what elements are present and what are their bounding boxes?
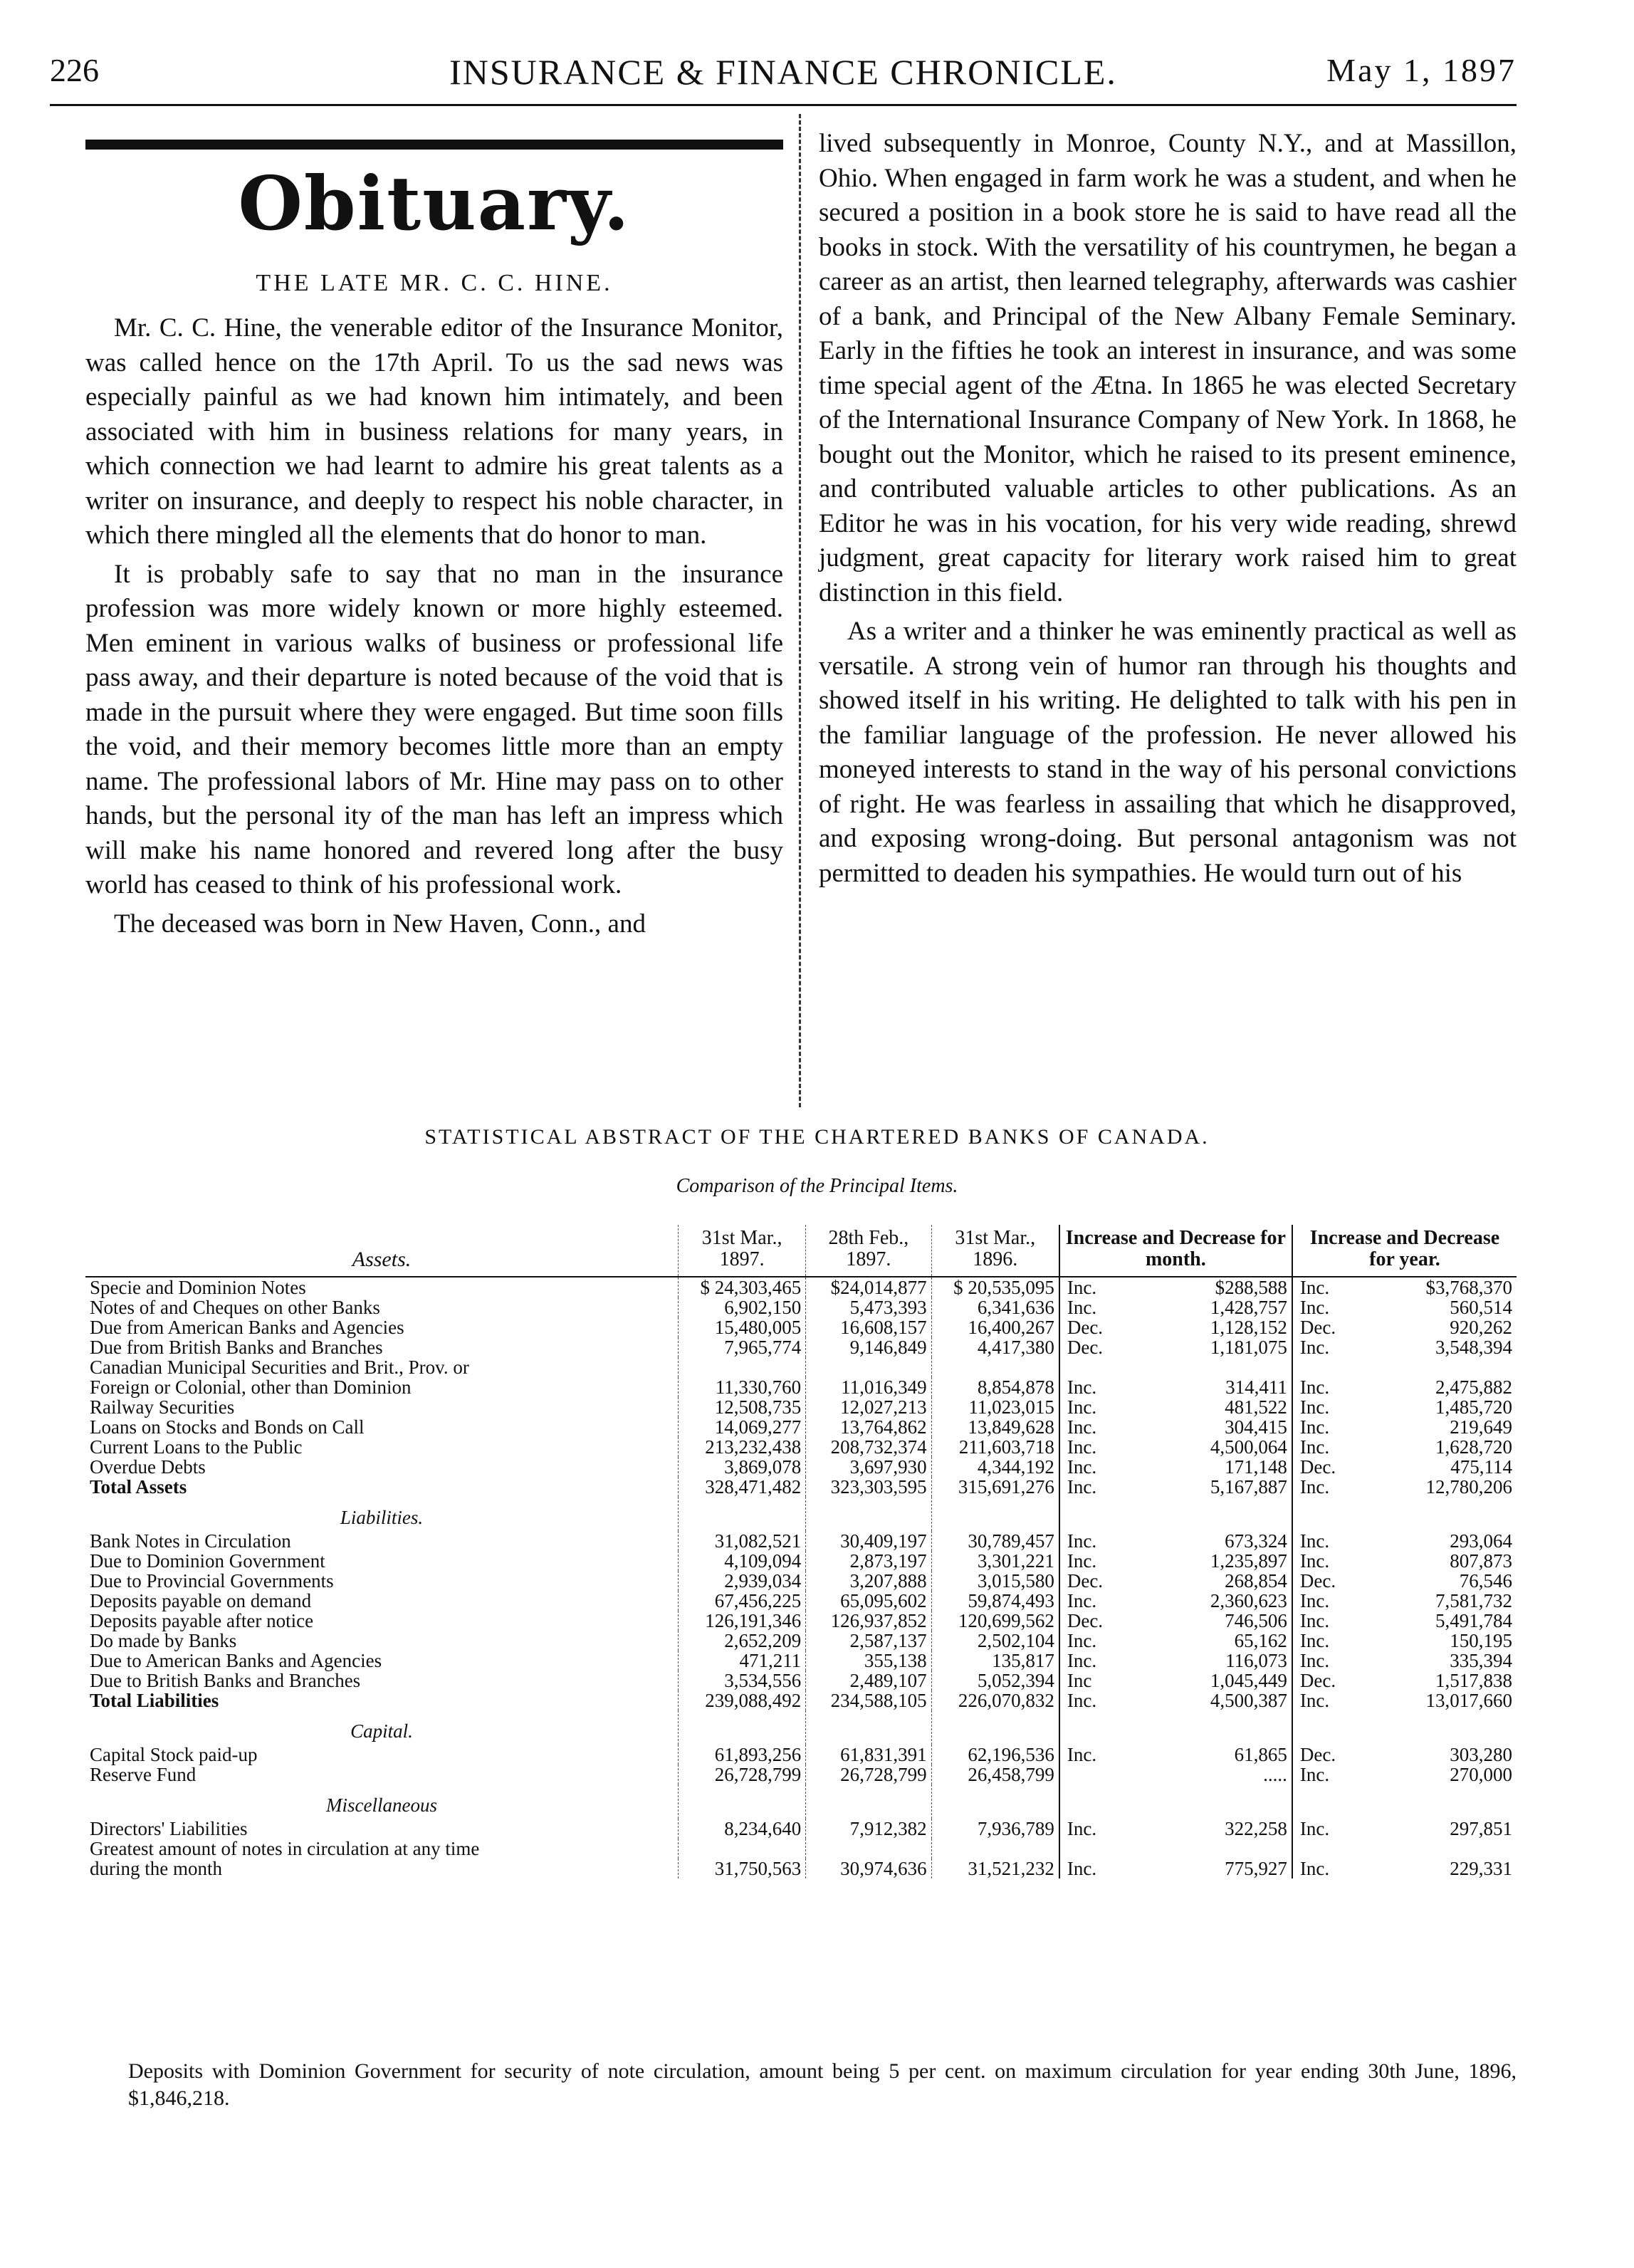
value-mar-1897: 61,893,256 — [679, 1745, 806, 1765]
value-feb-1897: 2,489,107 — [806, 1671, 931, 1690]
row-label: Bank Notes in Circulation — [90, 1530, 291, 1552]
empty-cell — [1114, 1784, 1292, 1819]
value-feb-1897: 2,873,197 — [806, 1551, 931, 1571]
value-feb-1897: 13,764,862 — [806, 1417, 931, 1437]
value-mar-1896: 135,817 — [931, 1651, 1059, 1671]
row-label: Railway Securities — [90, 1396, 235, 1418]
table-row — [85, 1571, 1517, 1591]
empty-cell — [1347, 1784, 1517, 1819]
obituary-paragraph: Mr. C. C. Hine, the venerable editor of the Insurance Monitor, was called hence on the 17th April. To us the sad news was especially painful as we had known him intimately, and been associated with him in business relations for many years, in which connection we had learnt to admire his great talents as a writer on insurance, and deeply to respect his noble character, in which there mingled all the elements that do honor to man. — [85, 313, 783, 550]
month-change: 314,411 — [1225, 1376, 1287, 1398]
value-mar-1896: 4,417,380 — [931, 1337, 1059, 1357]
row-label: Directors' Liabilities — [90, 1818, 248, 1839]
table-total-row — [85, 1477, 1517, 1497]
value-mar-1896: 120,699,562 — [931, 1611, 1059, 1631]
month-change: 481,522 — [1225, 1396, 1287, 1418]
value-feb-1897: 26,728,799 — [806, 1765, 931, 1784]
month-change: 171,148 — [1225, 1456, 1287, 1478]
value-mar-1896: 6,341,636 — [931, 1297, 1059, 1317]
month-direction: Inc — [1059, 1671, 1114, 1690]
value-feb-1897: 9,146,849 — [806, 1337, 931, 1357]
empty-cell — [1059, 1710, 1114, 1745]
column-header-mar-1897: 31st Mar., 1897. — [679, 1225, 806, 1277]
value-feb-1897: 208,732,374 — [806, 1437, 931, 1457]
year-direction: Dec. — [1292, 1671, 1347, 1690]
value-mar-1897: 15,480,005 — [679, 1317, 806, 1337]
value-mar-1896: $ 20,535,095 — [931, 1277, 1059, 1297]
month-change: 268,854 — [1225, 1570, 1287, 1592]
row-label: Overdue Debts — [90, 1456, 206, 1478]
row-label: Current Loans to the Public — [90, 1436, 303, 1458]
obituary-paragraph: The deceased was born in New Haven, Conn., and — [114, 909, 646, 939]
value-feb-1897 — [806, 1357, 931, 1377]
value-mar-1897: 126,191,346 — [679, 1611, 806, 1631]
table-row — [85, 1357, 1517, 1377]
year-direction: Dec. — [1292, 1317, 1347, 1337]
page-number: 226 — [50, 52, 99, 88]
year-direction: Inc. — [1292, 1651, 1347, 1671]
value-mar-1897: 31,750,563 — [679, 1859, 806, 1878]
month-change: 746,506 — [1225, 1610, 1287, 1631]
value-mar-1896: 226,070,832 — [931, 1690, 1059, 1710]
page-header — [50, 51, 1517, 101]
table-row — [85, 1859, 1517, 1878]
obituary-paragraph: As a writer and a thinker he was eminently practical as well as versatile. A strong vein of humor ran through his thoughts and showed itself in his writing. He delighted to talk with his pen in the familiar language of the profession. He never allowed his moneyed interests to stand in the way of his personal convictions of right. He was fearless in assailing that which he disapproved, and exposing wrong-doing. But personal antagonism was not permitted to deaden his sympathies. He would turn out of his — [819, 617, 1517, 888]
year-change: 229,331 — [1450, 1858, 1512, 1879]
value-mar-1896: 31,521,232 — [931, 1859, 1059, 1878]
statistics-title: STATISTICAL ABSTRACT OF THE CHARTERED BANKS OF CANADA. — [424, 1125, 1210, 1149]
journal-title: INSURANCE & FINANCE CHRONICLE. — [449, 52, 1117, 92]
year-direction: Inc. — [1292, 1819, 1347, 1839]
year-direction: Inc. — [1292, 1337, 1347, 1357]
row-label: Deposits payable after notice — [90, 1610, 314, 1631]
month-change: 775,927 — [1225, 1858, 1287, 1879]
issue-date: May 1, 1897 — [1326, 52, 1517, 88]
month-direction: Dec. — [1059, 1611, 1114, 1631]
value-feb-1897: 11,016,349 — [806, 1377, 931, 1397]
month-direction: Inc. — [1059, 1819, 1114, 1839]
column-divider — [799, 114, 801, 1107]
value-mar-1896 — [931, 1839, 1059, 1859]
empty-cell — [806, 1497, 931, 1531]
row-label: Due to American Banks and Agencies — [90, 1650, 382, 1671]
value-mar-1897 — [679, 1839, 806, 1859]
month-change: 1,045,449 — [1210, 1670, 1287, 1691]
year-change: 5,491,784 — [1435, 1610, 1512, 1631]
obituary-paragraph: lived subsequently in Monroe, County N.Y., and at Massillon, Ohio. When engaged in farm work he was a student, and when he secured a position in a book store he is said to have read all the books in stock. With the versatility of his countrymen, he began a career as an artist, then learned telegraphy, afterwards was cashier of a bank, and Principal of the New Albany Female Seminary. Early in the fifties he took an interest in insurance, and was some time special agent of the Ætna. In 1865 he was elected Secretary of the International Insurance Company of New York. In 1868, he bought out the Monitor, which he raised to its present eminence, and contributed valuable articles to other publications. As an Editor he was in his vocation, for his very wide reading, shrewd judgment, great capacity for literary work raised him to great distinction in this field. — [819, 129, 1517, 607]
table-row — [85, 1765, 1517, 1784]
value-mar-1896: 26,458,799 — [931, 1765, 1059, 1784]
value-mar-1897: 4,109,094 — [679, 1551, 806, 1571]
table-row — [85, 1671, 1517, 1690]
year-change: 807,873 — [1450, 1550, 1512, 1572]
value-mar-1897: 2,939,034 — [679, 1571, 806, 1591]
value-feb-1897 — [806, 1839, 931, 1859]
section-heading-row — [85, 1784, 1517, 1819]
statistics-subtitle: Comparison of the Principal Items. — [676, 1175, 958, 1197]
month-direction: Inc. — [1059, 1551, 1114, 1571]
empty-cell — [1114, 1710, 1292, 1745]
row-label: Total Assets — [90, 1476, 187, 1498]
value-mar-1897 — [679, 1357, 806, 1377]
month-change: 673,324 — [1225, 1530, 1287, 1552]
header-rule — [50, 104, 1517, 106]
value-feb-1897: 355,138 — [806, 1651, 931, 1671]
statistics-footnote: Deposits with Dominion Government for security of note circulation, amount being 5 per cent. on maximum circulation for year ending 30th June, 1896, $1,846,218. — [128, 2059, 1517, 2110]
empty-cell — [1059, 1497, 1114, 1531]
value-mar-1897: 8,234,640 — [679, 1819, 806, 1839]
empty-cell — [806, 1784, 931, 1819]
table-row — [85, 1631, 1517, 1651]
month-direction: Inc. — [1059, 1277, 1114, 1297]
empty-cell — [1114, 1497, 1292, 1531]
month-change: 1,235,897 — [1210, 1550, 1287, 1572]
month-direction: Inc. — [1059, 1651, 1114, 1671]
month-change: 65,162 — [1234, 1630, 1287, 1651]
year-change: 297,851 — [1450, 1818, 1512, 1839]
value-feb-1897: 7,912,382 — [806, 1819, 931, 1839]
table-row — [85, 1297, 1517, 1317]
table-row — [85, 1417, 1517, 1437]
table-row — [85, 1745, 1517, 1765]
month-direction — [1059, 1839, 1114, 1859]
section-heading-row — [85, 1710, 1517, 1745]
year-direction: Dec. — [1292, 1745, 1347, 1765]
section-heading: Capital. — [350, 1720, 413, 1742]
row-label: Total Liabilities — [90, 1690, 219, 1711]
year-change: 76,546 — [1459, 1570, 1512, 1592]
section-heading: Miscellaneous — [326, 1794, 437, 1816]
table-row — [85, 1317, 1517, 1337]
year-direction: Inc. — [1292, 1417, 1347, 1437]
year-change: 219,649 — [1450, 1416, 1512, 1438]
obituary-paragraph: It is probably safe to say that no man in the insurance profession was more widely known or more highly esteemed. Men eminent in various walks of business or professional life pass away, and their departure is noted because of the void that is made in the pursuit where they were engaged. But time soon fills the void, and their memory becomes little more than an empty name. The professional labors of Mr. Hine may pass on to other hands, but the personal ity of the man has left an impress which will make his name honored and revered long after the busy world has ceased to think of his professional work. — [85, 559, 783, 899]
obituary-bar — [85, 140, 783, 150]
value-mar-1896: 211,603,718 — [931, 1437, 1059, 1457]
value-mar-1896: 62,196,536 — [931, 1745, 1059, 1765]
value-mar-1897: 328,471,482 — [679, 1477, 806, 1497]
month-direction: Inc. — [1059, 1297, 1114, 1317]
table-row — [85, 1437, 1517, 1457]
value-mar-1897: 239,088,492 — [679, 1690, 806, 1710]
year-direction: Inc. — [1292, 1531, 1347, 1551]
year-direction: Inc. — [1292, 1277, 1347, 1297]
year-direction: Inc. — [1292, 1397, 1347, 1417]
month-change: 4,500,064 — [1210, 1436, 1287, 1458]
year-change — [1347, 1839, 1517, 1859]
month-direction: Dec. — [1059, 1571, 1114, 1591]
row-label: Greatest amount of notes in circulation at any time — [90, 1838, 480, 1859]
year-direction: Inc. — [1292, 1297, 1347, 1317]
month-change: 2,360,623 — [1210, 1590, 1287, 1611]
value-mar-1896: 59,874,493 — [931, 1591, 1059, 1611]
year-change: 303,280 — [1450, 1744, 1512, 1765]
section-heading: Liabilities. — [340, 1507, 424, 1528]
year-change: 293,064 — [1450, 1530, 1512, 1552]
value-mar-1896: 16,400,267 — [931, 1317, 1059, 1337]
empty-cell — [679, 1710, 806, 1745]
value-feb-1897: 3,207,888 — [806, 1571, 931, 1591]
value-feb-1897: 12,027,213 — [806, 1397, 931, 1417]
year-change: $3,768,370 — [1425, 1277, 1512, 1298]
row-label: Reserve Fund — [90, 1764, 197, 1785]
empty-cell — [1292, 1710, 1347, 1745]
row-label: Due from British Banks and Branches — [90, 1337, 383, 1358]
month-direction: Inc. — [1059, 1437, 1114, 1457]
month-change — [1114, 1839, 1292, 1859]
year-change: 1,628,720 — [1435, 1436, 1512, 1458]
year-change: 475,114 — [1450, 1456, 1512, 1478]
row-label: Due from American Banks and Agencies — [90, 1317, 404, 1338]
year-direction: Inc. — [1292, 1690, 1347, 1710]
bank-statistics-table — [85, 1225, 1517, 1878]
table-row — [85, 1397, 1517, 1417]
year-change — [1347, 1357, 1517, 1377]
value-mar-1897: 3,534,556 — [679, 1671, 806, 1690]
table-row — [85, 1611, 1517, 1631]
value-mar-1897: 2,652,209 — [679, 1631, 806, 1651]
value-mar-1896: 11,023,015 — [931, 1397, 1059, 1417]
value-mar-1897: 11,330,760 — [679, 1377, 806, 1397]
year-change: 1,517,838 — [1435, 1670, 1512, 1691]
month-direction: Dec. — [1059, 1337, 1114, 1357]
column-header-item: Assets. — [85, 1225, 679, 1277]
month-change: 5,167,887 — [1210, 1476, 1287, 1498]
obituary-heading: Obituary. — [238, 160, 631, 247]
value-mar-1896: 2,502,104 — [931, 1631, 1059, 1651]
row-label: Notes of and Cheques on other Banks — [90, 1297, 380, 1318]
year-direction: Dec. — [1292, 1457, 1347, 1477]
empty-cell — [679, 1784, 806, 1819]
table-row — [85, 1591, 1517, 1611]
month-change: 4,500,387 — [1210, 1690, 1287, 1711]
year-direction: Dec. — [1292, 1571, 1347, 1591]
value-mar-1896: 5,052,394 — [931, 1671, 1059, 1690]
year-change: 150,195 — [1450, 1630, 1512, 1651]
section-heading-row — [85, 1497, 1517, 1531]
value-mar-1897: 31,082,521 — [679, 1531, 806, 1551]
empty-cell — [806, 1710, 931, 1745]
empty-cell — [931, 1784, 1059, 1819]
row-label: Deposits payable on demand — [90, 1590, 312, 1611]
table-row — [85, 1377, 1517, 1397]
value-mar-1896: 8,854,878 — [931, 1377, 1059, 1397]
month-direction: Inc. — [1059, 1477, 1114, 1497]
value-feb-1897: 16,608,157 — [806, 1317, 931, 1337]
value-feb-1897: 126,937,852 — [806, 1611, 931, 1631]
obituary-right-column — [819, 127, 1517, 891]
bank-statistics-table-wrap — [85, 1225, 1517, 1878]
obituary-left-column — [85, 140, 783, 941]
table-header-row — [85, 1225, 1517, 1277]
table-row — [85, 1457, 1517, 1477]
column-header-mar-1896: 31st Mar., 1896. — [931, 1225, 1059, 1277]
value-mar-1897: 3,869,078 — [679, 1457, 806, 1477]
value-mar-1896: 3,015,580 — [931, 1571, 1059, 1591]
month-change: 304,415 — [1225, 1416, 1287, 1438]
row-label: Due to Provincial Governments — [90, 1570, 334, 1592]
year-change: 7,581,732 — [1435, 1590, 1512, 1611]
year-change: 1,485,720 — [1435, 1396, 1512, 1418]
month-change: 61,865 — [1234, 1744, 1287, 1765]
value-feb-1897: 323,303,595 — [806, 1477, 931, 1497]
value-mar-1897: 26,728,799 — [679, 1765, 806, 1784]
empty-cell — [1059, 1784, 1114, 1819]
month-direction: Inc. — [1059, 1690, 1114, 1710]
month-direction: Inc. — [1059, 1531, 1114, 1551]
month-change: $288,588 — [1215, 1277, 1287, 1298]
month-change — [1114, 1357, 1292, 1377]
table-row — [85, 1651, 1517, 1671]
value-mar-1897: 12,508,735 — [679, 1397, 806, 1417]
month-change: 322,258 — [1225, 1818, 1287, 1839]
month-change: 1,428,757 — [1210, 1297, 1287, 1318]
year-direction: Inc. — [1292, 1631, 1347, 1651]
value-mar-1896: 3,301,221 — [931, 1551, 1059, 1571]
table-row — [85, 1819, 1517, 1839]
empty-cell — [679, 1497, 806, 1531]
year-direction: Inc. — [1292, 1591, 1347, 1611]
value-feb-1897: 5,473,393 — [806, 1297, 931, 1317]
month-direction: Inc. — [1059, 1457, 1114, 1477]
empty-cell — [1347, 1497, 1517, 1531]
value-mar-1896: 315,691,276 — [931, 1477, 1059, 1497]
empty-cell — [1347, 1710, 1517, 1745]
value-mar-1896: 4,344,192 — [931, 1457, 1059, 1477]
month-direction: Inc. — [1059, 1377, 1114, 1397]
year-direction: Inc. — [1292, 1377, 1347, 1397]
year-change: 560,514 — [1450, 1297, 1512, 1318]
year-direction: Inc. — [1292, 1551, 1347, 1571]
value-feb-1897: 30,409,197 — [806, 1531, 931, 1551]
value-feb-1897: 3,697,930 — [806, 1457, 931, 1477]
row-label: Do made by Banks — [90, 1630, 237, 1651]
obituary-subheading: THE LATE MR. C. C. HINE. — [256, 270, 613, 296]
value-mar-1896 — [931, 1357, 1059, 1377]
value-mar-1897: 471,211 — [679, 1651, 806, 1671]
month-direction — [1059, 1765, 1114, 1784]
empty-cell — [931, 1497, 1059, 1531]
empty-cell — [1292, 1497, 1347, 1531]
column-header-year-change: Increase and Decrease for year. — [1292, 1225, 1517, 1277]
row-label: Capital Stock paid-up — [90, 1744, 258, 1765]
month-direction — [1059, 1357, 1114, 1377]
year-direction: Inc. — [1292, 1437, 1347, 1457]
month-direction: Inc. — [1059, 1859, 1114, 1878]
month-change: 116,073 — [1225, 1650, 1287, 1671]
value-mar-1897: 6,902,150 — [679, 1297, 806, 1317]
month-direction: Inc. — [1059, 1745, 1114, 1765]
value-mar-1896: 7,936,789 — [931, 1819, 1059, 1839]
month-change: 1,128,152 — [1210, 1317, 1287, 1338]
row-label: Foreign or Colonial, other than Dominion — [90, 1376, 412, 1398]
month-change: 1,181,075 — [1210, 1337, 1287, 1358]
value-feb-1897: 2,587,137 — [806, 1631, 931, 1651]
year-direction: Inc. — [1292, 1859, 1347, 1878]
empty-cell — [931, 1710, 1059, 1745]
month-direction: Inc. — [1059, 1397, 1114, 1417]
row-label: Due to Dominion Government — [90, 1550, 325, 1572]
month-direction: Dec. — [1059, 1317, 1114, 1337]
year-direction: Inc. — [1292, 1477, 1347, 1497]
row-label: Specie and Dominion Notes — [90, 1277, 306, 1298]
value-feb-1897: $24,014,877 — [806, 1277, 931, 1297]
table-row — [85, 1531, 1517, 1551]
year-direction: Inc. — [1292, 1765, 1347, 1784]
year-change: 335,394 — [1450, 1650, 1512, 1671]
column-header-month-change: Increase and Decrease for month. — [1059, 1225, 1292, 1277]
year-direction: Inc. — [1292, 1611, 1347, 1631]
table-row — [85, 1277, 1517, 1297]
value-feb-1897: 61,831,391 — [806, 1745, 931, 1765]
year-change: 3,548,394 — [1435, 1337, 1512, 1358]
year-change: 12,780,206 — [1425, 1476, 1512, 1498]
empty-cell — [1292, 1784, 1347, 1819]
year-direction — [1292, 1839, 1347, 1859]
row-label: Loans on Stocks and Bonds on Call — [90, 1416, 365, 1438]
year-direction — [1292, 1357, 1347, 1377]
value-feb-1897: 234,588,105 — [806, 1690, 931, 1710]
value-mar-1897: $ 24,303,465 — [679, 1277, 806, 1297]
value-mar-1897: 14,069,277 — [679, 1417, 806, 1437]
year-change: 270,000 — [1450, 1764, 1512, 1785]
year-change: 920,262 — [1450, 1317, 1512, 1338]
row-label: during the month — [90, 1858, 222, 1879]
value-mar-1897: 67,456,225 — [679, 1591, 806, 1611]
value-feb-1897: 65,095,602 — [806, 1591, 931, 1611]
value-mar-1896: 13,849,628 — [931, 1417, 1059, 1437]
value-mar-1897: 213,232,438 — [679, 1437, 806, 1457]
year-change: 13,017,660 — [1425, 1690, 1512, 1711]
value-mar-1896: 30,789,457 — [931, 1531, 1059, 1551]
row-label: Canadian Municipal Securities and Brit., Prov. or — [90, 1357, 469, 1378]
table-row — [85, 1839, 1517, 1859]
year-change: 2,475,882 — [1435, 1376, 1512, 1398]
column-header-feb-1897: 28th Feb., 1897. — [806, 1225, 931, 1277]
row-label: Due to British Banks and Branches — [90, 1670, 361, 1691]
month-direction: Inc. — [1059, 1591, 1114, 1611]
table-row — [85, 1551, 1517, 1571]
table-row — [85, 1337, 1517, 1357]
month-direction: Inc. — [1059, 1417, 1114, 1437]
table-total-row — [85, 1690, 1517, 1710]
value-mar-1897: 7,965,774 — [679, 1337, 806, 1357]
month-direction: Inc. — [1059, 1631, 1114, 1651]
value-feb-1897: 30,974,636 — [806, 1859, 931, 1878]
month-change: ..... — [1263, 1764, 1287, 1785]
